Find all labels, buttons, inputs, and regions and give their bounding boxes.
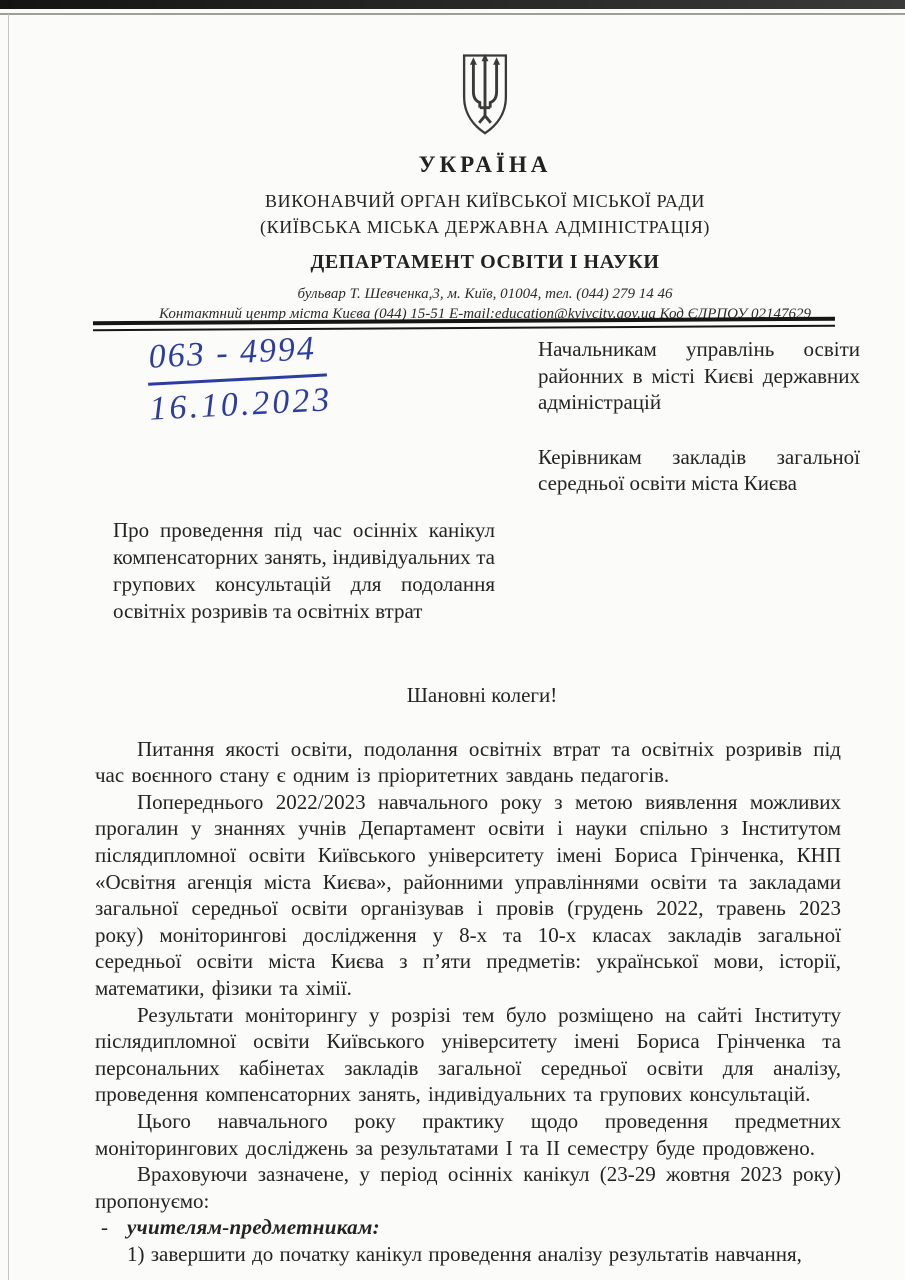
addressee-school-heads: Керівникам закладів загальної середньої освіти міста Києва bbox=[538, 444, 860, 495]
paragraph-5: Враховуючи зазначене, у період осінніх канікул (23-29 жовтня 2023 року) пропонуємо: bbox=[95, 1162, 841, 1213]
department-name: ДЕПАРТАМЕНТ ОСВІТИ І НАУКИ bbox=[310, 251, 660, 273]
org-line-1: ВИКОНАВЧИЙ ОРГАН КИЇВСЬКОЇ МІСЬКОЇ РАДИ bbox=[265, 191, 705, 211]
paragraph-4: Цього навчального року практику щодо проведення предметних моніторингових досліджень за результатами І та ІІ семестру буде продовжено. bbox=[95, 1108, 841, 1160]
letter-body bbox=[95, 682, 841, 1267]
scan-edge-line bbox=[0, 13, 905, 15]
salutation: Шановні колеги! bbox=[406, 683, 558, 707]
list-item-teachers bbox=[95, 1214, 841, 1241]
paragraph-2: Попереднього 2022/2023 навчального року з метою виявлення можливих прогалин у знаннях учнів Департамент освіти і науки спільно з Інститутом післядипломної освіти Київського університету імені Бориса Грінченка, КНП «Освітня агенція міста Києва», районними управліннями освіти та закладами загальної середньої освіти організував і провів (грудень 2022, травень 2023 року) моніторингові дослідження у 8-х та 10-х класах закладів загальної середньої освіти міста Києва з п’яти предметів: української мови, історії, математики, фізики та хімії. bbox=[95, 789, 841, 1000]
registration-number: 063 - 4994 bbox=[146, 329, 328, 386]
handwritten-registration bbox=[146, 329, 333, 428]
subject-block: Про проведення під час осінніх канікул компенсаторних занять, індивідуальних та групових консультацій для подолання освітніх розривів та освітніх втрат bbox=[113, 518, 495, 623]
org-line-2: (КИЇВСЬКА МІСЬКА ДЕРЖАВНА АДМІНІСТРАЦІЯ) bbox=[260, 217, 710, 237]
contacts-line: Контактний центр міста Києва (044) 15-51 E-mail:education@kyivcity.gov.ua Код ЄДРПОУ 02147629 bbox=[159, 306, 811, 322]
registration-date: 16.10.2023 bbox=[148, 381, 334, 429]
addressee-district-heads: Начальникам управлінь освіти районних в місті Києві державних адміністрацій bbox=[538, 337, 860, 414]
list-item-teachers-label: учителям-предметникам: bbox=[127, 1215, 380, 1240]
letterhead bbox=[65, 52, 905, 323]
list-item-numbered-1: 1) завершити до початку канікул проведення аналізу результатів навчання, bbox=[127, 1241, 802, 1266]
ukraine-tryzub-emblem-icon bbox=[456, 52, 514, 144]
addressee-block bbox=[538, 336, 860, 525]
country-name: УКРАЇНА bbox=[418, 152, 552, 177]
paragraph-3: Результати моніторингу у розрізі тем було розміщено на сайті Інституту післядипломної освіти Київського університету імені Бориса Грінченка та персональних кабінетах закладів загальної середньої освіти для аналізу, проведення компенсаторних занять, індивідуальних та групових консультацій. bbox=[95, 1002, 841, 1107]
scan-edge-top-bar bbox=[0, 0, 905, 9]
paragraph-1: Питання якості освіти, подолання освітніх втрат та освітніх розривів під час воєнного стану є одним із пріоритетних завдань педагогів. bbox=[95, 736, 841, 788]
bullet-dash: - bbox=[101, 1215, 108, 1240]
address-line: бульвар Т. Шевченка,3, м. Київ, 01004, тел. (044) 279 14 46 bbox=[297, 286, 673, 302]
scan-page-left-edge bbox=[8, 14, 9, 1280]
